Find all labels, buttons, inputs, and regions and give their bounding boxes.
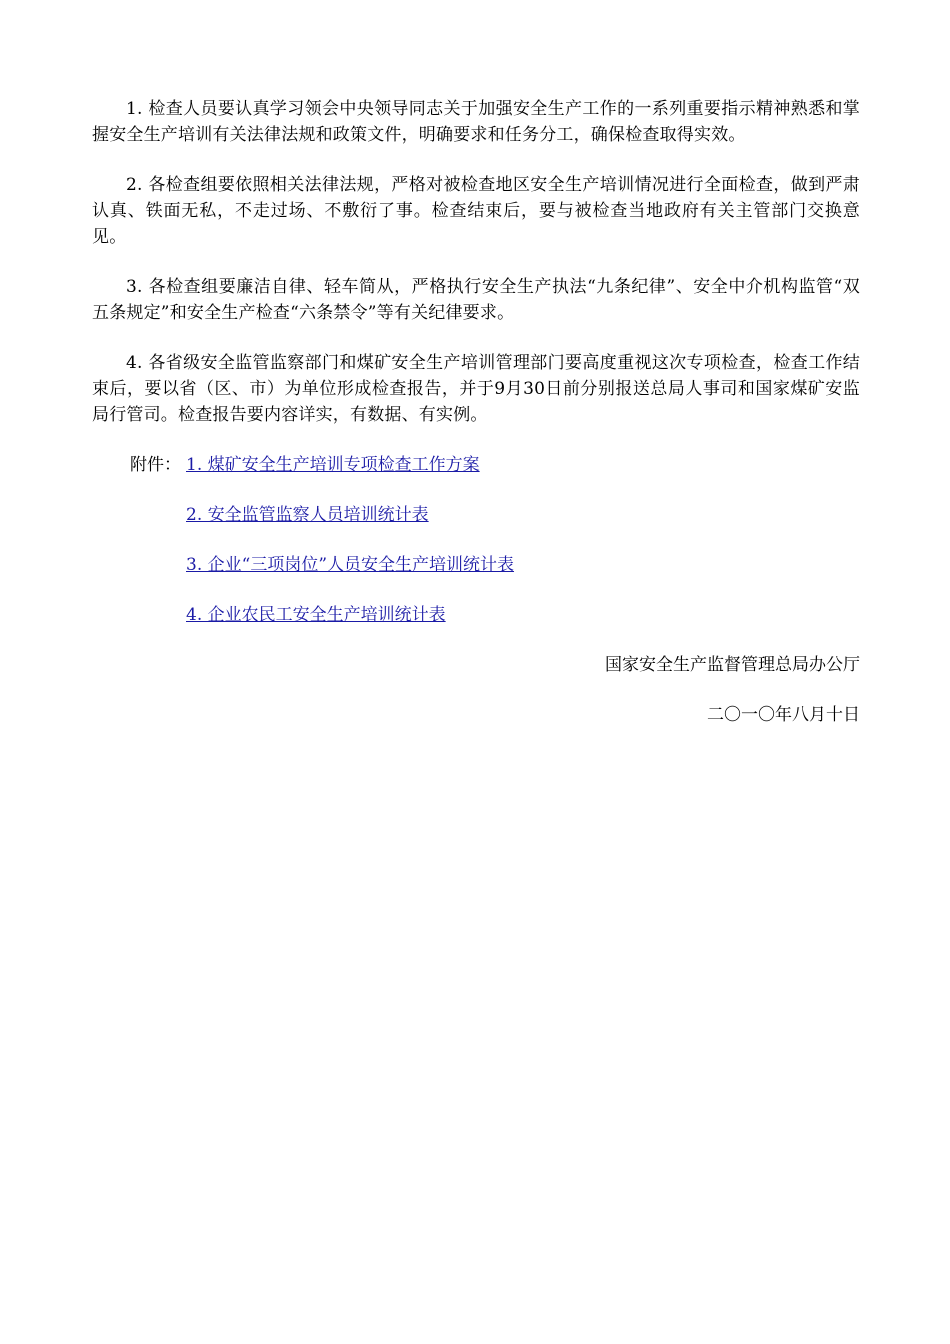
attachment-link-4[interactable]: 4. 企业农民工安全生产培训统计表 — [186, 605, 446, 625]
attachment-link-3[interactable]: 3. 企业“三项岗位”人员安全生产培训统计表 — [186, 555, 515, 575]
signature-date: 二〇一〇年八月十日 — [707, 705, 860, 725]
attachment-link-1[interactable]: 1. 煤矿安全生产培训专项检查工作方案 — [186, 455, 480, 475]
document-page — [92, 96, 860, 752]
signature-org: 国家安全生产监督管理总局办公厅 — [605, 655, 860, 675]
paragraph-2: 2. 各检查组要依照相关法律法规，严格对被检查地区安全生产培训情况进行全面检查，做到严肃认真、铁面无私，不走过场、不敷衍了事。检查结束后，要与被检查当地政府有关主管部门交换意见。 — [92, 175, 860, 247]
attachment-row-4 — [92, 602, 860, 628]
attachment-row-1 — [92, 452, 860, 478]
paragraph-1: 1. 检查人员要认真学习领会中央领导同志关于加强安全生产工作的一系列重要指示精神熟悉和掌握安全生产培训有关法律法规和政策文件，明确要求和任务分工，确保检查取得实效。 — [92, 99, 860, 145]
paragraph-3: 3. 各检查组要廉洁自律、轻车简从，严格执行安全生产执法“九条纪律”、安全中介机构监管“双五条规定”和安全生产检查“六条禁令”等有关纪律要求。 — [92, 277, 860, 323]
attachments-label: 附件： — [130, 455, 181, 475]
attachment-link-2[interactable]: 2. 安全监管监察人员培训统计表 — [186, 505, 429, 525]
attachment-row-3 — [92, 552, 860, 578]
paragraph-4: 4. 各省级安全监管监察部门和煤矿安全生产培训管理部门要高度重视这次专项检查，检查工作结束后，要以省（区、市）为单位形成检查报告，并于9月30日前分别报送总局人事司和国家煤矿安监局行管司。检查报告要内容详实，有数据、有实例。 — [92, 353, 860, 425]
attachment-row-2 — [92, 502, 860, 528]
